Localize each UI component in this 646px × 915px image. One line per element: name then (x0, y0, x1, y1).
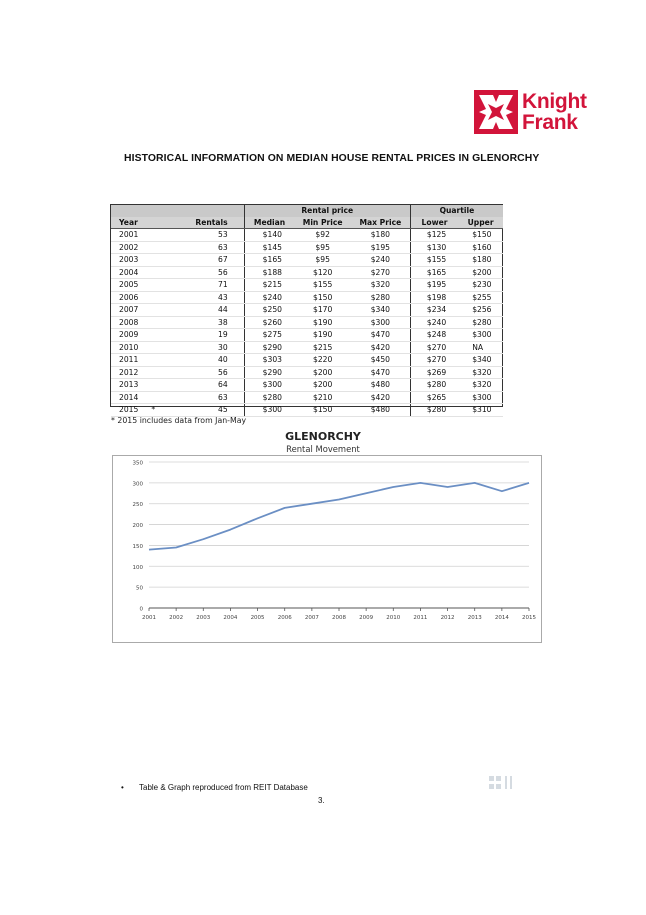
cell-note-mark (148, 366, 180, 379)
cell-upper: $200 (458, 266, 503, 279)
cell-year: 2015 (111, 404, 148, 417)
cell-upper: $160 (458, 241, 503, 254)
cell-max-price: $470 (351, 329, 411, 342)
cell-note-mark (148, 304, 180, 317)
brand-name-line1: Knight (522, 90, 587, 113)
table-row (111, 316, 503, 329)
y-tick-label: 200 (132, 523, 143, 530)
y-tick-label: 300 (132, 481, 143, 488)
y-tick-label: 350 (132, 460, 143, 467)
cell-median: $188 (244, 266, 294, 279)
cell-year: 2003 (111, 254, 148, 267)
cell-note-mark (148, 316, 180, 329)
bullet-icon: • (121, 783, 124, 792)
cell-lower: $248 (410, 329, 458, 342)
cell-max-price: $320 (351, 279, 411, 292)
col-header-year: Year (111, 217, 148, 229)
cell-rentals: 64 (180, 379, 244, 392)
cell-max-price: $240 (351, 254, 411, 267)
cell-lower: $240 (410, 316, 458, 329)
cell-rentals: 45 (180, 404, 244, 417)
knight-frank-logo-icon (474, 90, 518, 134)
cell-max-price: $195 (351, 241, 411, 254)
cell-year: 2009 (111, 329, 148, 342)
cell-median: $250 (244, 304, 294, 317)
cell-rentals: 63 (180, 391, 244, 404)
cell-note-mark (148, 341, 180, 354)
cell-lower: $270 (410, 341, 458, 354)
cell-min-price: $150 (294, 404, 350, 417)
cell-note-mark (148, 379, 180, 392)
table-row (111, 241, 503, 254)
cell-upper: $340 (458, 354, 503, 367)
cell-year: 2007 (111, 304, 148, 317)
cell-median: $260 (244, 316, 294, 329)
cell-rentals: 19 (180, 329, 244, 342)
cell-upper: $320 (458, 379, 503, 392)
cell-upper: $230 (458, 279, 503, 292)
col-header-median: Median (244, 217, 294, 229)
cell-upper: $280 (458, 316, 503, 329)
table-row (111, 229, 503, 242)
cell-min-price: $170 (294, 304, 350, 317)
cell-rentals: 56 (180, 366, 244, 379)
cell-max-price: $420 (351, 341, 411, 354)
cell-lower: $270 (410, 354, 458, 367)
cell-lower: $130 (410, 241, 458, 254)
cell-min-price: $210 (294, 391, 350, 404)
x-tick-label: 2008 (332, 615, 346, 621)
knight-frank-logo (474, 90, 586, 136)
cell-upper: $320 (458, 366, 503, 379)
cell-year: 2006 (111, 291, 148, 304)
table-row (111, 279, 503, 292)
cell-year: 2008 (111, 316, 148, 329)
cell-median: $215 (244, 279, 294, 292)
cell-median: $303 (244, 354, 294, 367)
cell-max-price: $480 (351, 404, 411, 417)
cell-max-price: $280 (351, 291, 411, 304)
cell-median: $145 (244, 241, 294, 254)
cell-rentals: 38 (180, 316, 244, 329)
cell-rentals: 63 (180, 241, 244, 254)
col-header-rentals: Rentals (180, 217, 244, 229)
cell-upper: $300 (458, 329, 503, 342)
cell-max-price: $470 (351, 366, 411, 379)
x-tick-label: 2007 (304, 615, 319, 621)
table-row (111, 341, 503, 354)
x-tick-label: 2009 (359, 615, 374, 621)
cell-max-price: $270 (351, 266, 411, 279)
y-tick-label: 250 (132, 502, 143, 509)
x-tick-label: 2003 (196, 615, 211, 621)
table-footnote: * 2015 includes data from Jan-May (111, 416, 247, 425)
col-header-lower: Lower (410, 217, 458, 229)
cell-year: 2013 (111, 379, 148, 392)
cell-max-price: $180 (351, 229, 411, 242)
cell-median: $300 (244, 404, 294, 417)
cell-upper: $310 (458, 404, 503, 417)
cell-rentals: 44 (180, 304, 244, 317)
series-line (149, 483, 529, 550)
cell-max-price: $300 (351, 316, 411, 329)
cell-year: 2004 (111, 266, 148, 279)
x-tick-label: 2001 (142, 615, 156, 621)
cell-lower: $125 (410, 229, 458, 242)
chart-subtitle: Rental Movement (286, 444, 360, 454)
cell-max-price: $480 (351, 379, 411, 392)
cell-min-price: $150 (294, 291, 350, 304)
y-tick-label: 0 (139, 606, 143, 613)
cell-note-mark (148, 329, 180, 342)
table-row (111, 266, 503, 279)
cell-upper: $255 (458, 291, 503, 304)
cell-rentals: 30 (180, 341, 244, 354)
x-tick-label: 2006 (277, 615, 292, 621)
col-header-upper: Upper (458, 217, 503, 229)
cell-note-mark (148, 229, 180, 242)
page-number: 3. (318, 796, 325, 805)
cell-rentals: 53 (180, 229, 244, 242)
x-tick-label: 2002 (169, 615, 184, 621)
cell-min-price: $120 (294, 266, 350, 279)
cell-note-mark (148, 291, 180, 304)
cell-rentals: 56 (180, 266, 244, 279)
x-tick-label: 2005 (250, 615, 265, 621)
cell-note-mark (148, 391, 180, 404)
source-note (121, 783, 308, 792)
table-header-row (111, 217, 503, 229)
cell-min-price: $190 (294, 329, 350, 342)
cell-lower: $280 (410, 404, 458, 417)
cell-min-price: $92 (294, 229, 350, 242)
cell-median: $165 (244, 254, 294, 267)
chart-title: GLENORCHY (285, 430, 361, 443)
cell-median: $290 (244, 366, 294, 379)
brand-name-line2: Frank (522, 111, 578, 134)
x-tick-label: 2010 (386, 615, 401, 621)
table-row (111, 254, 503, 267)
cell-year: 2005 (111, 279, 148, 292)
cell-upper: $180 (458, 254, 503, 267)
cell-rentals: 40 (180, 354, 244, 367)
x-tick-label: 2012 (440, 615, 455, 621)
cell-lower: $265 (410, 391, 458, 404)
cell-min-price: $200 (294, 366, 350, 379)
table-row (111, 329, 503, 342)
cell-median: $240 (244, 291, 294, 304)
cell-lower: $195 (410, 279, 458, 292)
cell-lower: $234 (410, 304, 458, 317)
x-tick-label: 2015 (522, 615, 536, 621)
cell-note-mark (148, 279, 180, 292)
page-title: HISTORICAL INFORMATION ON MEDIAN HOUSE RENTAL PRICES IN GLENORCHY (124, 153, 540, 164)
cell-lower: $155 (410, 254, 458, 267)
group-header-rental-price: Rental price (244, 205, 410, 217)
cell-min-price: $155 (294, 279, 350, 292)
cell-upper: $150 (458, 229, 503, 242)
cell-note-mark (148, 254, 180, 267)
cell-upper: $300 (458, 391, 503, 404)
cell-min-price: $190 (294, 316, 350, 329)
cell-min-price: $220 (294, 354, 350, 367)
table-row (111, 366, 503, 379)
cell-max-price: $450 (351, 354, 411, 367)
y-tick-label: 50 (136, 585, 143, 592)
cell-rentals: 67 (180, 254, 244, 267)
cell-year: 2014 (111, 391, 148, 404)
cell-min-price: $200 (294, 379, 350, 392)
cell-lower: $269 (410, 366, 458, 379)
cell-upper: $256 (458, 304, 503, 317)
cell-median: $290 (244, 341, 294, 354)
y-tick-label: 150 (132, 543, 143, 550)
cell-year: 2010 (111, 341, 148, 354)
cell-year: 2002 (111, 241, 148, 254)
cell-lower: $165 (410, 266, 458, 279)
cell-median: $280 (244, 391, 294, 404)
cell-median: $300 (244, 379, 294, 392)
x-tick-label: 2013 (467, 615, 482, 621)
table-row (111, 391, 503, 404)
cell-lower: $280 (410, 379, 458, 392)
y-tick-label: 100 (132, 564, 143, 571)
table-row (111, 291, 503, 304)
cell-note-mark (148, 241, 180, 254)
line-chart (113, 456, 543, 644)
cell-rentals: 43 (180, 291, 244, 304)
cell-min-price: $95 (294, 254, 350, 267)
cell-max-price: $420 (351, 391, 411, 404)
cell-median: $140 (244, 229, 294, 242)
cell-note-mark (148, 354, 180, 367)
cell-min-price: $215 (294, 341, 350, 354)
cell-max-price: $340 (351, 304, 411, 317)
table-row (111, 304, 503, 317)
cell-rentals: 71 (180, 279, 244, 292)
cell-median: $275 (244, 329, 294, 342)
cell-note-mark (148, 266, 180, 279)
cell-year: 2012 (111, 366, 148, 379)
chart-area (112, 455, 542, 643)
table-group-header-row (111, 205, 503, 217)
cell-min-price: $95 (294, 241, 350, 254)
stamp-icon (488, 775, 518, 791)
source-note-text: Table & Graph reproduced from REIT Database (139, 783, 308, 792)
group-header-quartile: Quartile (410, 205, 503, 217)
table-body (111, 229, 503, 417)
table-row (111, 404, 503, 417)
cell-year: 2011 (111, 354, 148, 367)
table-row (111, 354, 503, 367)
rental-table (111, 205, 503, 417)
x-tick-label: 2014 (494, 615, 509, 621)
cell-lower: $198 (410, 291, 458, 304)
table-row (111, 379, 503, 392)
x-tick-label: 2004 (223, 615, 238, 621)
col-header-max-price: Max Price (351, 217, 411, 229)
cell-year: 2001 (111, 229, 148, 242)
cell-upper: NA (458, 341, 503, 354)
col-header-min-price: Min Price (294, 217, 350, 229)
x-tick-label: 2011 (413, 615, 428, 621)
cell-note-mark: * (148, 404, 180, 417)
